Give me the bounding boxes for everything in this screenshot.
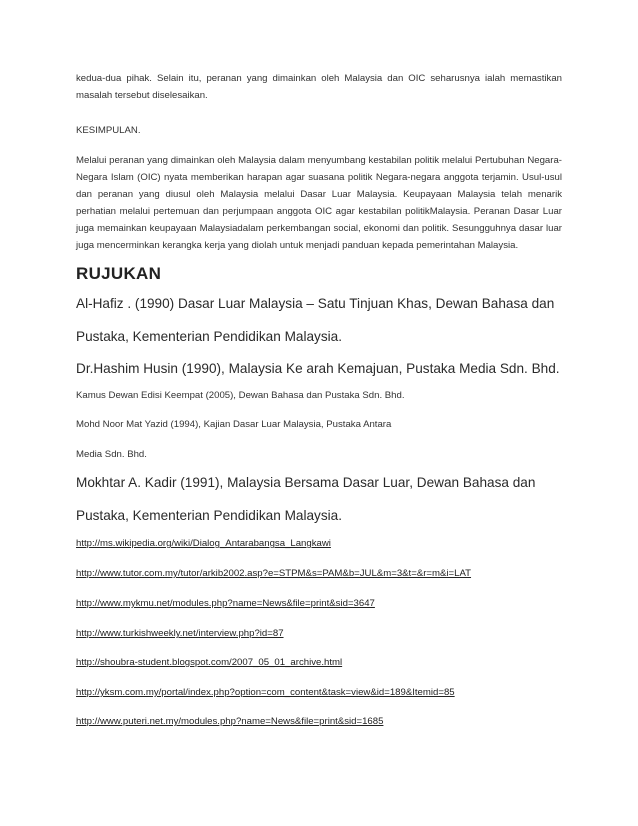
reference-1-line-2: Pustaka, Kementerian Pendidikan Malaysia. <box>76 329 342 344</box>
reference-link-6[interactable]: http://yksm.com.my/portal/index.php?option=com_content&task=view&id=189&Itemid=85 <box>76 687 455 698</box>
reference-4-line-2: Media Sdn. Bhd. <box>76 449 147 460</box>
kesimpulan-heading: KESIMPULAN. <box>76 125 141 136</box>
reference-2: Dr.Hashim Husin (1990), Malaysia Ke arah Kemajuan, Pustaka Media Sdn. Bhd. <box>76 361 560 376</box>
reference-link-2[interactable]: http://www.tutor.com.my/tutor/arkib2002.asp?e=STPM&s=PAM&b=JUL&m=3&t=&r=m&i=LAT <box>76 568 472 579</box>
reference-link-5[interactable]: http://shoubra-student.blogspot.com/2007_05_01_archive.html <box>76 657 343 668</box>
reference-4-line-1: Mohd Noor Mat Yazid (1994), Kajian Dasar Luar Malaysia, Pustaka Antara <box>76 419 392 430</box>
intro-paragraph: kedua-dua pihak. Selain itu, peranan yang dimainkan oleh Malaysia dan OIC seharusnya ialah memastikan masalah tersebut diselesaikan. <box>76 73 562 101</box>
reference-link-1[interactable]: http://ms.wikipedia.org/wiki/Dialog_Antarabangsa_Langkawi <box>76 538 331 549</box>
reference-5-line-2: Pustaka, Kementerian Pendidikan Malaysia. <box>76 508 342 523</box>
reference-link-4[interactable]: http://www.turkishweekly.net/interview.php?id=87 <box>76 628 284 639</box>
reference-link-7[interactable]: http://www.puteri.net.my/modules.php?name=News&file=print&sid=1685 <box>76 716 384 727</box>
conclusion-paragraph: Melalui peranan yang dimainkan oleh Malaysia dalam menyumbang kestabilan politik melalui Pertubuhan Negara-Negara Islam (OIC) nyata memberikan harapan agar suasana politik Negara-negara anggota terjamin. Usul-usul dan peranan yang diusul oleh Malaysia melalui Dasar Luar Malaysia. Keupayaan Malaysia telah menarik perhatian melalui pertemuan dan perjumpaan anggota OIC agar kestabilan politikMalaysia. Peranan Dasar Luar juga memainkan keupayaan Malaysiadalam perkembangan social, ekonomi dan politik. Sesungguhnya dasar luar juga mencerminkan kerangka kerja yang diolah untuk menjadi panduan kepada pemerintahan Malaysia. <box>76 155 562 251</box>
reference-5-line-1: Mokhtar A. Kadir (1991), Malaysia Bersama Dasar Luar, Dewan Bahasa dan <box>76 475 536 490</box>
reference-link-3[interactable]: http://www.mykmu.net/modules.php?name=News&file=print&sid=3647 <box>76 598 375 609</box>
rujukan-heading: RUJUKAN <box>76 264 162 283</box>
reference-3: Kamus Dewan Edisi Keempat (2005), Dewan Bahasa dan Pustaka Sdn. Bhd. <box>76 390 405 401</box>
reference-1-line-1: Al-Hafiz . (1990) Dasar Luar Malaysia – Satu Tinjuan Khas, Dewan Bahasa dan <box>76 296 555 311</box>
